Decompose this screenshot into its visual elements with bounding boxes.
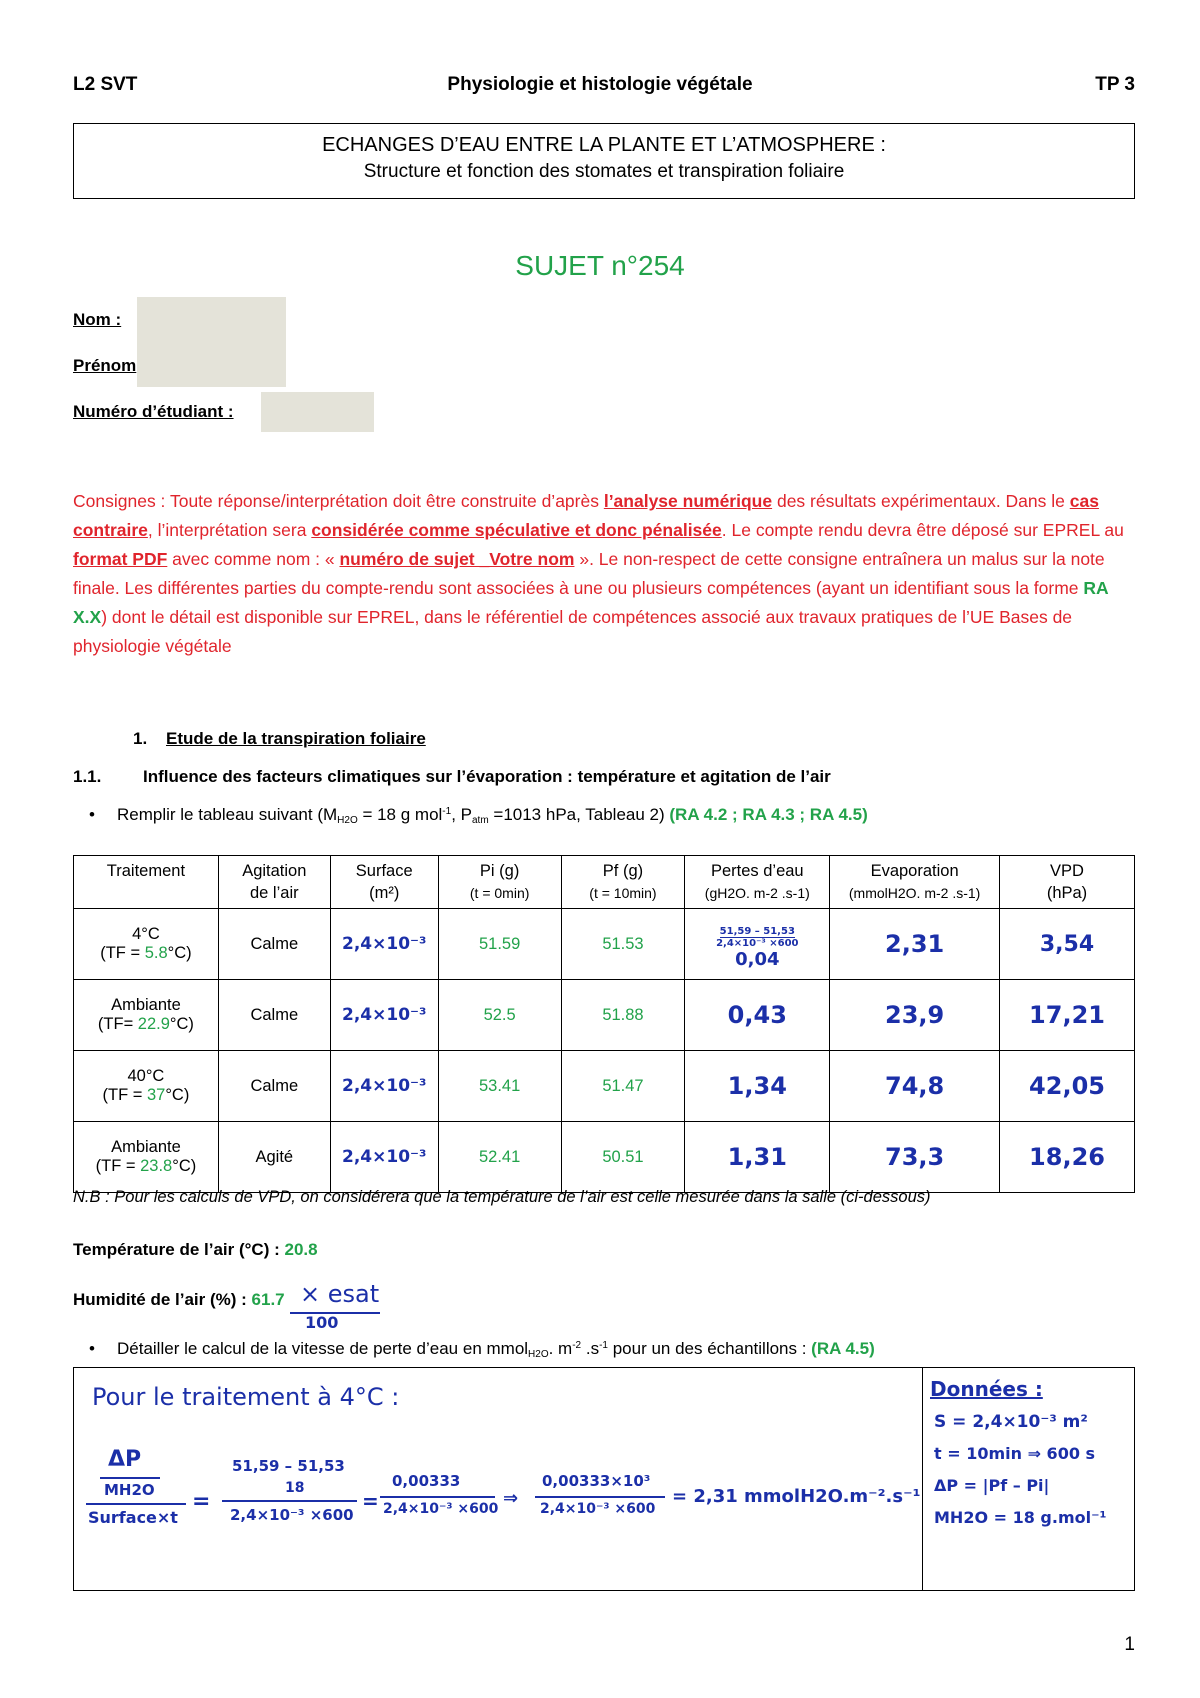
table-row bbox=[74, 1051, 1135, 1122]
bullet-text: Remplir le tableau suivant (M bbox=[117, 805, 338, 824]
ra-identifier: (RA 4.2 ; RA 4.3 ; RA 4.5) bbox=[669, 805, 868, 824]
nom-label: Nom : bbox=[73, 310, 122, 329]
consignes-paragraph bbox=[73, 487, 1135, 661]
cell-vpd: 18,26 bbox=[1000, 1122, 1135, 1193]
cell-surface: 2,4×10⁻³ bbox=[330, 1122, 438, 1193]
header-cell: Surface (m²) bbox=[330, 856, 438, 909]
bullet-text: , P bbox=[451, 805, 472, 824]
bullet-text: pour un des échantillons : bbox=[607, 1339, 812, 1358]
consignes-text: ». Le non-respect de cette consigne entraînera un malus sur la note finale. Les différentes parties du compte-rendu sont associées à une ou plusieurs compétences (ayant un identifiant sous la forme bbox=[73, 549, 1105, 598]
calc-surface: Surface×t bbox=[88, 1508, 178, 1527]
header-cell: VPD (hPa) bbox=[1000, 856, 1135, 909]
cell-pf: 50.51 bbox=[561, 1122, 685, 1193]
cell-pf: 51.47 bbox=[561, 1051, 685, 1122]
consignes-emphasis: format PDF bbox=[73, 549, 168, 569]
prenom-label: Prénom bbox=[73, 356, 137, 375]
bullet-text: Détailler le calcul de la vitesse de perte d’eau en mmol bbox=[117, 1339, 529, 1358]
bullet-text: . m bbox=[548, 1339, 573, 1358]
calc-mh2o: MH2O bbox=[104, 1481, 155, 1499]
cell-pi: 51.59 bbox=[438, 909, 561, 980]
fraction-bar bbox=[380, 1496, 495, 1498]
consignes-text: des résultats expérimentaux. Dans le bbox=[772, 491, 1070, 511]
numero-label: Numéro d’étudiant : bbox=[73, 402, 234, 421]
header-left: L2 SVT bbox=[73, 74, 138, 95]
header-cell: Agitation de l’air bbox=[218, 856, 330, 909]
bullet-detail-calc bbox=[117, 1339, 875, 1360]
cell-agitation: Calme bbox=[218, 909, 330, 980]
subject-number: SUJET n°254 bbox=[515, 250, 685, 281]
cell-agitation: Agité bbox=[218, 1122, 330, 1193]
humidity-value: 61.7 bbox=[251, 1290, 285, 1309]
header-cell: Pf (g) (t = 10min) bbox=[561, 856, 685, 909]
consignes-text: ) dont le détail est disponible sur EPREL, dans le référentiel de compétences associé aux travaux pratiques de l’UE Bases de physiologie végétale bbox=[73, 607, 1073, 656]
bullet-text: = 18 g mol bbox=[357, 805, 443, 824]
cell-vpd: 42,05 bbox=[1000, 1051, 1135, 1122]
cell-traitement: Ambiante (TF= 22.9°C) bbox=[74, 980, 219, 1051]
redacted-name-box bbox=[137, 297, 286, 387]
calc-f1-den: 2,4×10⁻³ ×600 bbox=[230, 1506, 354, 1524]
bullet-sub: H2O bbox=[528, 1349, 549, 1360]
cell-surface: 2,4×10⁻³ bbox=[330, 1051, 438, 1122]
cell-agitation: Calme bbox=[218, 980, 330, 1051]
fraction-bar bbox=[535, 1496, 665, 1498]
calc-f1-num2: 18 bbox=[285, 1480, 305, 1496]
bullet-sub: atm bbox=[472, 815, 489, 826]
ra-identifier: (RA 4.5) bbox=[811, 1339, 875, 1358]
consignes-text: avec comme nom : « bbox=[167, 549, 340, 569]
header-center: Physiologie et histologie végétale bbox=[447, 74, 753, 95]
cell-evaporation: 23,9 bbox=[830, 980, 1000, 1051]
vpd-note: N.B : Pour les calculs de VPD, on considérera que la température de l’air est celle mesurée dans la salle (ci-dessous) bbox=[73, 1188, 931, 1206]
temperature-value: 20.8 bbox=[284, 1240, 318, 1259]
section11-number: 1.1. bbox=[73, 767, 102, 786]
cell-pi: 52.41 bbox=[438, 1122, 561, 1193]
header-cell: Pertes d’eau (gH2O. m-2 .s-1) bbox=[685, 856, 830, 909]
header-cell: Traitement bbox=[74, 856, 219, 909]
humidity-handwritten-den: 100 bbox=[305, 1313, 339, 1332]
bullet-sup: -1 bbox=[599, 1340, 608, 1351]
humidity-label: Humidité de l’air (%) : bbox=[73, 1290, 247, 1309]
consignes-emphasis: l’analyse numérique bbox=[603, 491, 773, 511]
calc-f1-num: 51,59 – 51,53 bbox=[232, 1457, 345, 1475]
consignes-emphasis: cas contraire bbox=[73, 491, 1099, 540]
fraction-bar bbox=[222, 1500, 357, 1502]
bullet-sup: -1 bbox=[442, 806, 452, 817]
bullet-fill-table bbox=[117, 805, 868, 826]
temperature-line bbox=[73, 1240, 318, 1260]
humidity-line bbox=[73, 1290, 285, 1310]
equals-sign: = bbox=[362, 1489, 379, 1513]
calc-dp: ΔP bbox=[108, 1447, 142, 1472]
cell-pertes: 51,59 – 51,53 2,4×10⁻³ ×600 0,04 bbox=[685, 909, 830, 980]
cell-pf: 51.53 bbox=[561, 909, 685, 980]
header-cell: Evaporation (mmolH2O. m-2 .s-1) bbox=[830, 856, 1000, 909]
table-row bbox=[74, 909, 1135, 980]
page-number: 1 bbox=[1124, 1634, 1135, 1655]
cell-evaporation: 73,3 bbox=[830, 1122, 1000, 1193]
cell-surface: 2,4×10⁻³ bbox=[330, 909, 438, 980]
donnee-mh2o: MH2O = 18 g.mol⁻¹ bbox=[934, 1508, 1107, 1527]
cell-agitation: Calme bbox=[218, 1051, 330, 1122]
bullet-text: .s bbox=[581, 1339, 600, 1358]
temperature-label: Température de l’air (°C) : bbox=[73, 1240, 280, 1259]
equals-sign: = bbox=[192, 1489, 211, 1514]
title-box bbox=[73, 123, 1135, 199]
calc-f3-num: 0,00333×10³ bbox=[542, 1472, 651, 1490]
cell-evaporation: 2,31 bbox=[830, 909, 1000, 980]
bullet-sup: -2 bbox=[572, 1340, 582, 1351]
cell-surface: 2,4×10⁻³ bbox=[330, 980, 438, 1051]
cell-pertes: 1,31 bbox=[685, 1122, 830, 1193]
cell-pi: 53.41 bbox=[438, 1051, 561, 1122]
bullet-text: =1013 hPa, Tableau 2) bbox=[488, 805, 670, 824]
cell-pi: 52.5 bbox=[438, 980, 561, 1051]
consignes-text: . Le compte rendu devra être déposé sur EPREL au bbox=[721, 520, 1124, 540]
consignes-text: Consignes : Toute réponse/interprétation doit être construite d’après bbox=[73, 491, 604, 511]
redacted-number-box bbox=[261, 392, 374, 432]
donnee-surface: S = 2,4×10⁻³ m² bbox=[934, 1412, 1088, 1432]
calculation-divider bbox=[922, 1367, 923, 1591]
section1-title: Etude de la transpiration foliaire bbox=[166, 729, 426, 748]
calc-intro: Pour le traitement à 4°C : bbox=[92, 1383, 400, 1411]
calc-f2-num: 0,00333 bbox=[392, 1472, 461, 1490]
consignes-text: , l’interprétation sera bbox=[147, 520, 312, 540]
cell-pertes: 1,34 bbox=[685, 1051, 830, 1122]
cell-evaporation: 74,8 bbox=[830, 1051, 1000, 1122]
cell-traitement: 4°C (TF = 5.8°C) bbox=[74, 909, 219, 980]
calc-f2-den: 2,4×10⁻³ ×600 bbox=[383, 1501, 499, 1517]
cell-traitement: Ambiante (TF = 23.8°C) bbox=[74, 1122, 219, 1193]
calc-result: = 2,31 mmolH2O.m⁻².s⁻¹ bbox=[672, 1486, 921, 1507]
calc-f3-den: 2,4×10⁻³ ×600 bbox=[540, 1501, 656, 1517]
implies-arrow: ⇒ bbox=[503, 1488, 519, 1509]
table-row bbox=[74, 1122, 1135, 1193]
consignes-emphasis: considérée comme spéculative et donc pénalisée bbox=[311, 520, 722, 540]
cell-pf: 51.88 bbox=[561, 980, 685, 1051]
donnee-deltap: ΔP = |Pf – Pi| bbox=[934, 1476, 1050, 1495]
header-right: TP 3 bbox=[1095, 74, 1135, 95]
header-cell: Pi (g) (t = 0min) bbox=[438, 856, 561, 909]
fraction-bar bbox=[86, 1503, 186, 1505]
cell-traitement: 40°C (TF = 37°C) bbox=[74, 1051, 219, 1122]
bullet-sub: H2O bbox=[337, 815, 358, 826]
fraction-bar bbox=[100, 1477, 160, 1479]
section11-title: Influence des facteurs climatiques sur l’évaporation : température et agitation de l’air bbox=[143, 767, 831, 786]
table-header-row bbox=[74, 856, 1135, 909]
title-line2: Structure et fonction des stomates et transpiration foliaire bbox=[363, 161, 845, 182]
donnees-title: Données : bbox=[930, 1377, 1043, 1401]
cell-vpd: 3,54 bbox=[1000, 909, 1135, 980]
title-line1: ECHANGES D’EAU ENTRE LA PLANTE ET L’ATMOSPHERE : bbox=[322, 134, 886, 156]
cell-vpd: 17,21 bbox=[1000, 980, 1135, 1051]
consignes-emphasis: numéro de sujet _Votre nom bbox=[339, 549, 575, 569]
cell-pertes: 0,43 bbox=[685, 980, 830, 1051]
humidity-handwritten-num: × esat bbox=[300, 1280, 380, 1308]
ra-identifier: RA X.X bbox=[73, 578, 1109, 627]
results-table bbox=[73, 855, 1135, 1193]
table-row bbox=[74, 980, 1135, 1051]
donnee-time: t = 10min ⇒ 600 s bbox=[934, 1444, 1096, 1463]
section1-number: 1. bbox=[133, 729, 148, 748]
